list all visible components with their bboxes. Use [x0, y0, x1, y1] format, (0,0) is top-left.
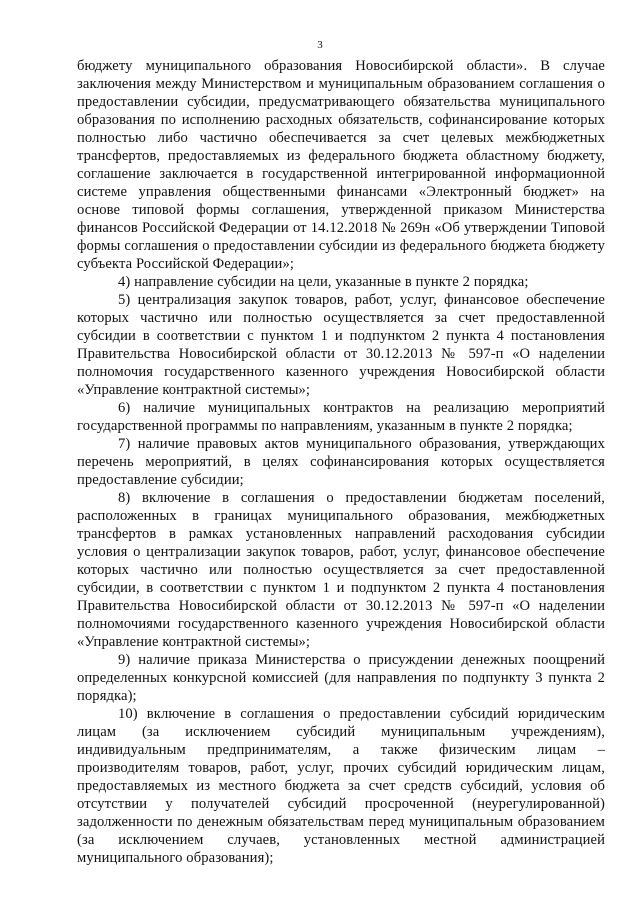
paragraph-item-10: 10) включение в соглашения о предоставлении субсидий юридическим лицам (за исключением субсидий муниципальным учреждениям), индивидуальным предпринимателям, а также физическим лицам – производителям товаров, работ, услуг, прочих субсидий юридическим лицам, предоставляемых из местного бюджета за счет средств субсидий, условия об отсутствии у получателей субсидий просроченной (неурегулированной) задолженности по денежным обязательствам перед муниципальным образованием (за исключением случаев, установленных местной администрацией муниципального образования); [77, 706, 605, 866]
page-number: 3 [317, 39, 323, 51]
paragraph-item-6: 6) наличие муниципальных контрактов на реализацию мероприятий государственной программы по направлениям, указанным в пункте 2 порядка; [77, 400, 605, 434]
paragraph-item-8: 8) включение в соглашения о предоставлении бюджетам поселений, расположенных в границах муниципального образования, межбюджетных трансфертов в рамках установленных направлений расходования субсидии условия о централизации закупок товаров, работ, услуг, финансовое обеспечение которых частично или полностью осуществляется за счет предоставленной субсидии, в соответствии с пунктом 1 и подпунктом 2 пункта 4 постановления Правительства Новосибирской области от 30.12.2013 № 597-п «О наделении полномочиями государственного казенного учреждения Новосибирской области «Управление контрактной системы»; [77, 490, 605, 650]
paragraph-item-7: 7) наличие правовых актов муниципального образования, утверждающих перечень мероприятий, в целях софинансирования которых осуществляется предоставление субсидии; [77, 436, 605, 488]
document-body [77, 57, 605, 867]
paragraph-item-4: 4) направление субсидии на цели, указанные в пункте 2 порядка; [118, 274, 529, 290]
paragraph-continuation: бюджету муниципального образования Новосибирской области». В случае заключения между Министерством и муниципальным образованием соглашения о предоставлении субсидии, предусматривающего обязательства муниципального образования по исполнению расходных обязательств, софинансирование которых полностью либо частично обеспечивается за счет целевых межбюджетных трансфертов, предоставляемых из федерального бюджета областному бюджету, соглашение заключается в государственной интегрированной информационной системе управления общественными финансами «Электронный бюджет» на основе типовой формы соглашения, утвержденной приказом Министерства финансов Российской Федерации от 14.12.2018 № 269н «Об утверждении Типовой формы соглашения о предоставлении субсидии из федерального бюджета бюджету субъекта Российской Федерации»; [77, 58, 605, 272]
paragraph-item-9: 9) наличие приказа Министерства о присуждении денежных поощрений определенных конкурсной комиссией (для направления по подпункту 3 пункта 2 порядка); [77, 652, 605, 704]
paragraph-item-5: 5) централизация закупок товаров, работ, услуг, финансовое обеспечение которых частично или полностью осуществляется за счет предоставленной субсидии в соответствии с пунктом 1 и подпунктом 2 пункта 4 постановления Правительства Новосибирской области от 30.12.2013 № 597-п «О наделении полномочия государственного казенного учреждения Новосибирской области «Управление контрактной системы»; [77, 292, 605, 398]
